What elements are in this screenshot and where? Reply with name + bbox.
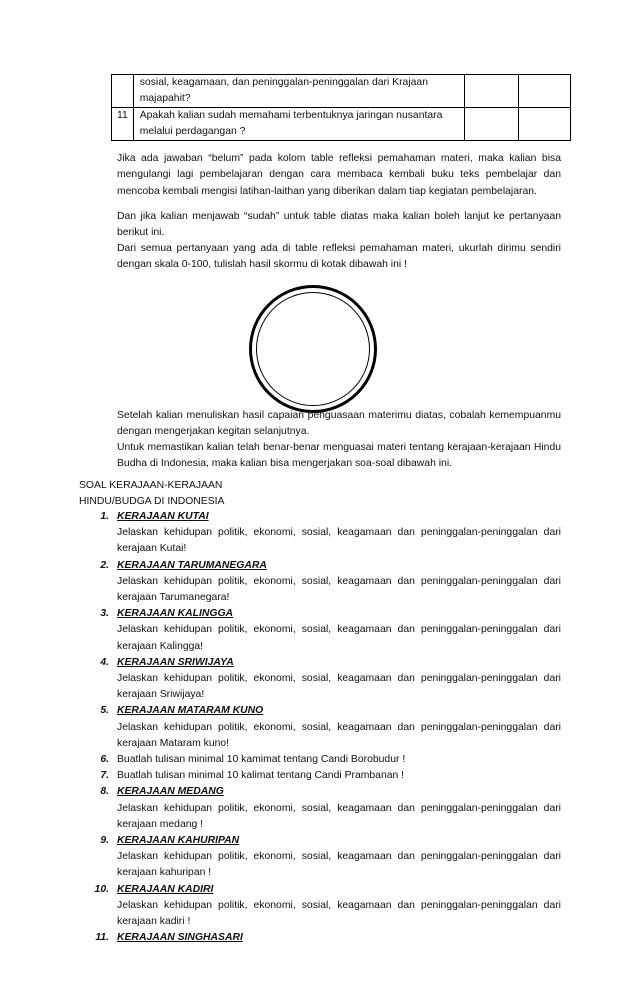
question-item bbox=[79, 784, 561, 833]
question-description: Jelaskan kehidupan politik, ekonomi, sosial, keagamaan dan peninggalan-peninggalan dari kerajaan kadiri ! bbox=[117, 899, 561, 928]
question-body bbox=[117, 833, 561, 882]
question-number: 5. bbox=[100, 705, 109, 717]
instruction-paragraph: Dan jika kalian menjawab “sudah” untuk table diatas maka kalian boleh lanjut ke pertanyaan berikut ini. bbox=[117, 211, 561, 239]
table-row bbox=[112, 108, 571, 141]
question-body bbox=[117, 558, 561, 607]
answer-cell-no bbox=[519, 75, 571, 108]
question-description: Buatlah tulisan minimal 10 kamimat tentang Candi Borobudur ! bbox=[117, 754, 406, 766]
question-body bbox=[117, 768, 561, 784]
question-body bbox=[117, 606, 561, 655]
row-question: sosial, keagamaan, dan peninggalan-peninggalan dari Krajaan majapahit? bbox=[133, 75, 465, 108]
question-description: Jelaskan kehidupan politik, ekonomi, sosial, keagamaan dan peninggalan-peninggalan dari kerajaan Tarumanegara! bbox=[117, 575, 561, 604]
question-title: KERAJAAN SINGHASARI bbox=[117, 932, 243, 944]
question-number: 9. bbox=[100, 835, 109, 847]
row-number: 11 bbox=[112, 108, 134, 141]
question-item bbox=[79, 606, 561, 655]
question-item bbox=[79, 558, 561, 607]
question-item bbox=[79, 833, 561, 882]
question-title: KERAJAAN MEDANG bbox=[117, 786, 224, 798]
row-number bbox=[112, 75, 134, 108]
question-description: Jelaskan kehidupan politik, ekonomi, sosial, keagamaan dan peninggalan-peninggalan dari kerajaan Kalingga! bbox=[117, 624, 561, 652]
question-number: 8. bbox=[100, 786, 109, 798]
question-title: KERAJAAN KUTAI bbox=[117, 511, 209, 522]
question-number: 10. bbox=[94, 883, 109, 895]
question-body bbox=[117, 509, 561, 558]
answer-cell-no bbox=[519, 108, 571, 141]
question-body bbox=[117, 784, 561, 833]
question-body bbox=[117, 703, 561, 752]
question-number: 3. bbox=[100, 608, 109, 620]
score-circle bbox=[249, 285, 377, 413]
question-number: 11. bbox=[95, 932, 109, 944]
question-description: Jelaskan kehidupan politik, ekonomi, sosial, keagamaan dan peninggalan-peninggalan dari kerajaan Mataram kuno! bbox=[117, 721, 561, 749]
question-title: KERAJAAN TARUMANEGARA bbox=[117, 559, 267, 571]
question-item bbox=[79, 752, 561, 768]
instruction-paragraph: Jika ada jawaban “belum” pada kolom table refleksi pemahaman materi, maka kalian bisa mengulangi lagi pembelajaran dengan cara membaca kembali buku teks pembelajar dan mencoba kembali mengisi latihan-laithan yang diberikan dalam tiap kegiatan pembelajaran. bbox=[117, 153, 561, 197]
section-title: SOAL KERAJAAN-KERAJAAN bbox=[79, 480, 223, 491]
question-body bbox=[117, 752, 561, 768]
question-description: Jelaskan kehidupan politik, ekonomi, sosial, keagamaan dan peninggalan-peninggalan dari kerajaan Kutai! bbox=[117, 527, 561, 555]
question-item bbox=[79, 703, 561, 752]
question-body bbox=[117, 930, 561, 946]
question-list bbox=[79, 509, 561, 946]
question-description: Jelaskan kehidupan politik, ekonomi, sosial, keagamaan dan peninggalan-peninggalan dari kerajaan medang ! bbox=[117, 802, 561, 830]
question-number: 1. bbox=[100, 511, 109, 522]
question-title: KERAJAAN KADIRI bbox=[117, 883, 214, 895]
instruction-paragraph: Untuk memastikan kalian telah benar-benar menguasai materi tentang kerajaan-kerajaan Hindu Budha di Indonesia, maka kalian bisa mengerjakan soa-soal dibawah ini. bbox=[117, 442, 561, 470]
question-number: 7. bbox=[100, 770, 109, 782]
reflection-table bbox=[111, 74, 571, 141]
question-item bbox=[79, 768, 561, 784]
question-item bbox=[79, 509, 561, 558]
question-description: Jelaskan kehidupan politik, ekonomi, sosial, keagamaan dan peninggalan-peninggalan dari kerajaan Sriwijaya! bbox=[117, 673, 561, 701]
question-title: KERAJAAN KALINGGA bbox=[117, 608, 234, 620]
question-body bbox=[117, 882, 561, 931]
question-description: Buatlah tulisan minimal 10 kalimat tentang Candi Prambanan ! bbox=[117, 770, 405, 782]
question-title: KERAJAAN MATARAM KUNO bbox=[117, 705, 264, 717]
answer-cell-yes bbox=[465, 108, 519, 141]
instruction-paragraph: Dari semua pertanyaan yang ada di table refleksi pemahaman materi, ukurlah dirimu sendiri dengan skala 0-100, tulislah hasil skormu di kotak dibawah ini ! bbox=[117, 243, 561, 271]
question-item bbox=[79, 655, 561, 704]
question-number: 2. bbox=[100, 559, 109, 571]
row-question: Apakah kalian sudah memahami terbentuknya jaringan nusantara melalui perdagangan ? bbox=[133, 108, 465, 141]
question-title: KERAJAAN SRIWIJAYA bbox=[117, 656, 234, 668]
answer-cell-yes bbox=[465, 75, 519, 108]
question-number: 4. bbox=[100, 656, 109, 668]
instruction-paragraph: Setelah kalian menuliskan hasil capaian penguasaan materimu diatas, cobalah kemempuanmu dengan mengerjakan kegitan selanjutnya. bbox=[117, 410, 561, 438]
section-subtitle: HINDU/BUDGA DI INDONESIA bbox=[79, 496, 225, 507]
question-item bbox=[79, 930, 561, 946]
question-number: 6. bbox=[100, 754, 109, 766]
question-body bbox=[117, 655, 561, 704]
question-item bbox=[79, 882, 561, 931]
question-title: KERAJAAN KAHURIPAN bbox=[117, 835, 240, 847]
table-row bbox=[112, 75, 571, 108]
question-description: Jelaskan kehidupan politik, ekonomi, sosial, keagamaan dan peninggalan-peninggalan dari kerajaan kahuripan ! bbox=[117, 851, 561, 879]
